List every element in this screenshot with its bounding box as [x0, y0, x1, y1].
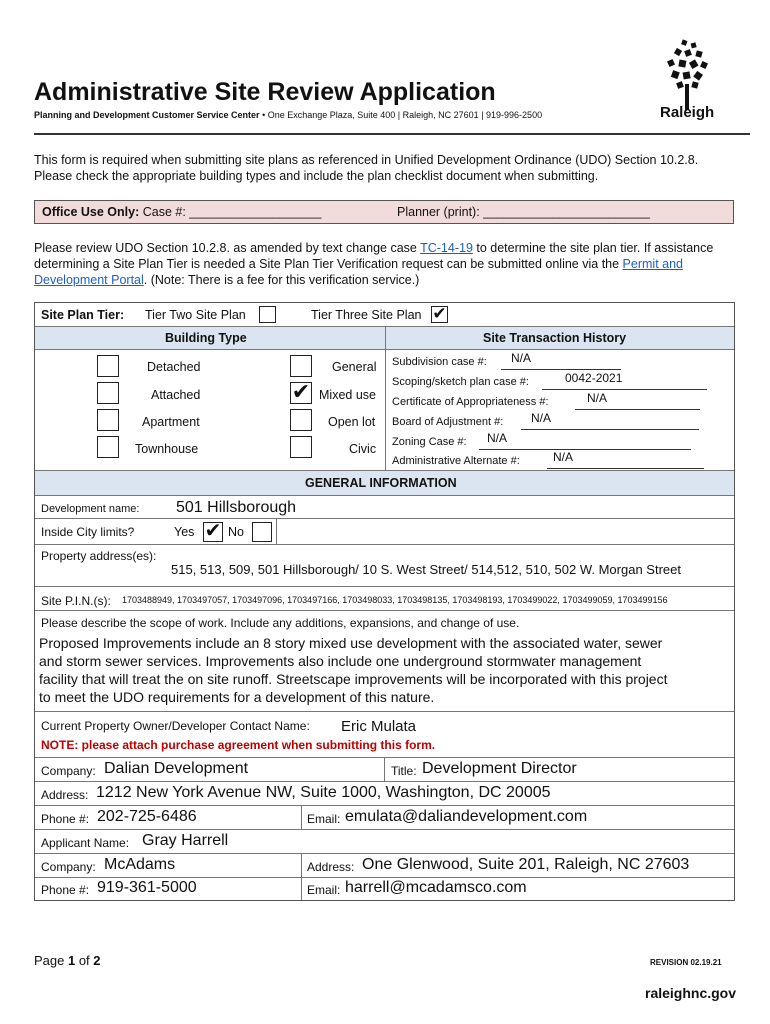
- applicant-phone-value[interactable]: 919-361-5000: [97, 879, 197, 896]
- applicant-phone-label: Phone #:: [41, 883, 90, 897]
- open-lot-label: Open lot: [328, 415, 376, 429]
- scope-line-3[interactable]: facility that will treat the on site runoff. Streetscape improvements will be incorporated with this project: [39, 671, 668, 687]
- owner-address-value[interactable]: 1212 New York Avenue NW, Suite 1000, Washington, DC 20005: [96, 784, 551, 801]
- open-lot-checkbox[interactable]: [290, 409, 312, 431]
- title-label: Title:: [391, 764, 417, 778]
- application-form: [34, 302, 735, 901]
- yes-check-icon: ✔: [204, 520, 222, 542]
- review-text: [34, 240, 734, 288]
- yes-label: Yes: [174, 525, 195, 539]
- company-label: Company:: [41, 764, 96, 778]
- no-checkbox[interactable]: [252, 522, 272, 542]
- divider: [35, 829, 734, 830]
- tc-14-19-link[interactable]: TC-14-19: [420, 241, 473, 255]
- development-name-label: Development name:: [41, 503, 140, 515]
- tier-three-label: Tier Three Site Plan: [311, 308, 422, 322]
- inside-city-limits-label: Inside City limits?: [41, 525, 135, 539]
- applicant-address-label: Address:: [307, 860, 355, 874]
- subtitle-address: • One Exchange Plaza, Suite 400 | Raleigh, NC 27601 | 919-996-2500: [259, 110, 543, 120]
- applicant-address-value[interactable]: One Glenwood, Suite 201, Raleigh, NC 27603: [362, 856, 690, 873]
- divider: [385, 327, 386, 470]
- tier-three-check-icon: ✔: [432, 304, 447, 323]
- general-checkbox[interactable]: [290, 355, 312, 377]
- review-part3: . (Note: There is a fee for this verification service.): [143, 273, 420, 287]
- site-pin-value[interactable]: 1703488949, 1703497057, 1703497096, 1703497166, 1703498033, 1703498135, 1703498193, 1703499022, 1703499059, 1703499156: [122, 595, 668, 605]
- site-plan-tier-label: Site Plan Tier:: [41, 308, 125, 322]
- page-indicator: [34, 953, 101, 968]
- detached-label: Detached: [147, 360, 201, 374]
- yes-checkbox[interactable]: [203, 522, 223, 542]
- office-use-label: Office Use Only:: [42, 205, 140, 219]
- townhouse-checkbox[interactable]: [97, 436, 119, 458]
- subdivision-case-label: Subdivision case #:: [392, 356, 487, 368]
- logo-text: Raleigh: [660, 104, 715, 121]
- page-title: Administrative Site Review Application: [34, 78, 496, 106]
- board-adjustment-line: [521, 429, 699, 430]
- page-prefix: Page: [34, 953, 68, 968]
- scoping-case-line: [542, 389, 707, 390]
- divider: [35, 610, 734, 611]
- scoping-case-value[interactable]: 0042-2021: [565, 371, 623, 385]
- board-adjustment-label: Board of Adjustment #:: [392, 416, 504, 428]
- divider: [35, 495, 734, 496]
- coa-line: [575, 409, 700, 410]
- owner-phone-label: Phone #:: [41, 812, 90, 826]
- development-name-value[interactable]: 501 Hillsborough: [176, 499, 297, 516]
- site-pin-label: Site P.I.N.(s):: [41, 594, 111, 608]
- apartment-label: Apartment: [142, 415, 200, 429]
- zoning-case-line: [479, 449, 691, 450]
- mixed-use-checkbox[interactable]: [290, 379, 312, 404]
- applicant-company-label: Company:: [41, 860, 96, 874]
- townhouse-label: Townhouse: [135, 442, 199, 456]
- coa-label: Certificate of Appropriateness #:: [392, 396, 549, 408]
- building-type-header: Building Type: [165, 331, 247, 345]
- divider: [301, 805, 302, 829]
- general-label: General: [332, 360, 377, 374]
- divider: [35, 586, 734, 587]
- divider: [276, 518, 277, 544]
- office-case-field: Case #: ___________________: [139, 205, 322, 219]
- divider: [35, 877, 734, 878]
- admin-alternate-value[interactable]: N/A: [553, 450, 574, 464]
- attached-checkbox[interactable]: [97, 382, 119, 404]
- header-divider: [34, 133, 750, 135]
- owner-contact-value[interactable]: Eric Mulata: [341, 718, 417, 735]
- page-total: 2: [93, 953, 101, 968]
- scope-line-1[interactable]: Proposed Improvements include an 8 story mixed use development with the associated water, sewer: [39, 635, 663, 651]
- applicant-email-value[interactable]: harrell@mcadamsco.com: [345, 879, 527, 896]
- title-value[interactable]: Development Director: [422, 760, 577, 777]
- general-info-header: GENERAL INFORMATION: [305, 476, 457, 490]
- divider: [35, 805, 734, 806]
- admin-alternate-label: Administrative Alternate #:: [392, 455, 520, 467]
- property-address-value[interactable]: 515, 513, 509, 501 Hillsborough/ 10 S. West Street/ 514,512, 510, 502 W. Morgan Street: [171, 562, 681, 577]
- subdivision-case-value[interactable]: N/A: [511, 351, 532, 365]
- applicant-name-value[interactable]: Gray Harrell: [142, 832, 229, 849]
- purchase-agreement-note: NOTE: please attach purchase agreement when submitting this form.: [41, 738, 436, 752]
- mixed-use-check-icon: ✔: [291, 379, 311, 404]
- applicant-email-label: Email:: [307, 883, 341, 897]
- owner-email-label: Email:: [307, 812, 341, 826]
- site-url: raleighnc.gov: [645, 985, 737, 1001]
- general-info-header-bar: [35, 471, 734, 495]
- office-use-bar: [34, 200, 734, 224]
- board-adjustment-value[interactable]: N/A: [531, 411, 552, 425]
- no-label: No: [228, 525, 244, 539]
- owner-phone-value[interactable]: 202-725-6486: [97, 808, 197, 825]
- divider: [35, 518, 734, 519]
- company-value[interactable]: Dalian Development: [104, 760, 249, 777]
- tier-three-checkbox[interactable]: [431, 306, 448, 323]
- scope-line-2[interactable]: and storm sewer services. Improvements also include one underground stormwater management: [39, 653, 642, 669]
- subtitle-org: Planning and Development Customer Service Center: [34, 110, 260, 120]
- apartment-checkbox[interactable]: [97, 409, 119, 431]
- coa-value[interactable]: N/A: [587, 391, 608, 405]
- divider: [35, 781, 734, 782]
- civic-checkbox[interactable]: [290, 436, 312, 458]
- scope-of-work-label: Please describe the scope of work. Include any additions, expansions, and change of use.: [41, 616, 520, 630]
- civic-label: Civic: [349, 442, 377, 456]
- owner-address-label: Address:: [41, 788, 89, 802]
- tier-two-label: Tier Two Site Plan: [145, 308, 246, 322]
- revision-label: REVISION 02.19.21: [650, 958, 722, 967]
- office-planner-field: Planner (print): ________________________: [397, 205, 650, 219]
- divider: [35, 544, 734, 545]
- divider: [35, 853, 734, 854]
- subdivision-case-line: [501, 369, 621, 370]
- page-of: of: [75, 953, 94, 968]
- permit-portal-link[interactable]: Permit and Development Portal: [34, 257, 683, 287]
- owner-email-value[interactable]: emulata@daliandevelopment.com: [345, 808, 588, 825]
- review-part1: Please review UDO Section 10.2.8. as amended by text change case: [34, 241, 421, 255]
- detached-checkbox[interactable]: [97, 355, 119, 377]
- admin-alternate-line: [547, 468, 704, 469]
- site-history-header: Site Transaction History: [483, 331, 627, 345]
- scoping-case-label: Scoping/sketch plan case #:: [392, 376, 529, 388]
- divider: [35, 711, 734, 712]
- mixed-use-label: Mixed use: [319, 388, 376, 402]
- applicant-name-label: Applicant Name:: [41, 836, 130, 850]
- attached-label: Attached: [151, 388, 201, 402]
- tier-two-checkbox[interactable]: [259, 306, 276, 323]
- page-subtitle: [34, 110, 542, 120]
- applicant-company-value[interactable]: McAdams: [104, 856, 176, 873]
- zoning-case-label: Zoning Case #:: [392, 436, 467, 448]
- zoning-case-value[interactable]: N/A: [487, 431, 508, 445]
- scope-line-4[interactable]: to meet the UDO requirements for a development of this nature.: [39, 689, 435, 705]
- review-part2: to determine the site plan tier. If assistance determining a Site Plan Tier is needed a Site Plan Tier Verification request can be submitted online via the: [34, 241, 714, 271]
- page-number: 1: [67, 953, 76, 968]
- property-address-label: Property address(es):: [41, 549, 157, 563]
- owner-contact-label: Current Property Owner/Developer Contact Name:: [41, 719, 310, 733]
- intro-text: This form is required when submitting site plans as referenced in Unified Development Ordinance (UDO) Section 10.2.8. Please check the appropriate building types and include the plan checklist document when submitting.: [34, 153, 699, 183]
- divider: [384, 757, 385, 781]
